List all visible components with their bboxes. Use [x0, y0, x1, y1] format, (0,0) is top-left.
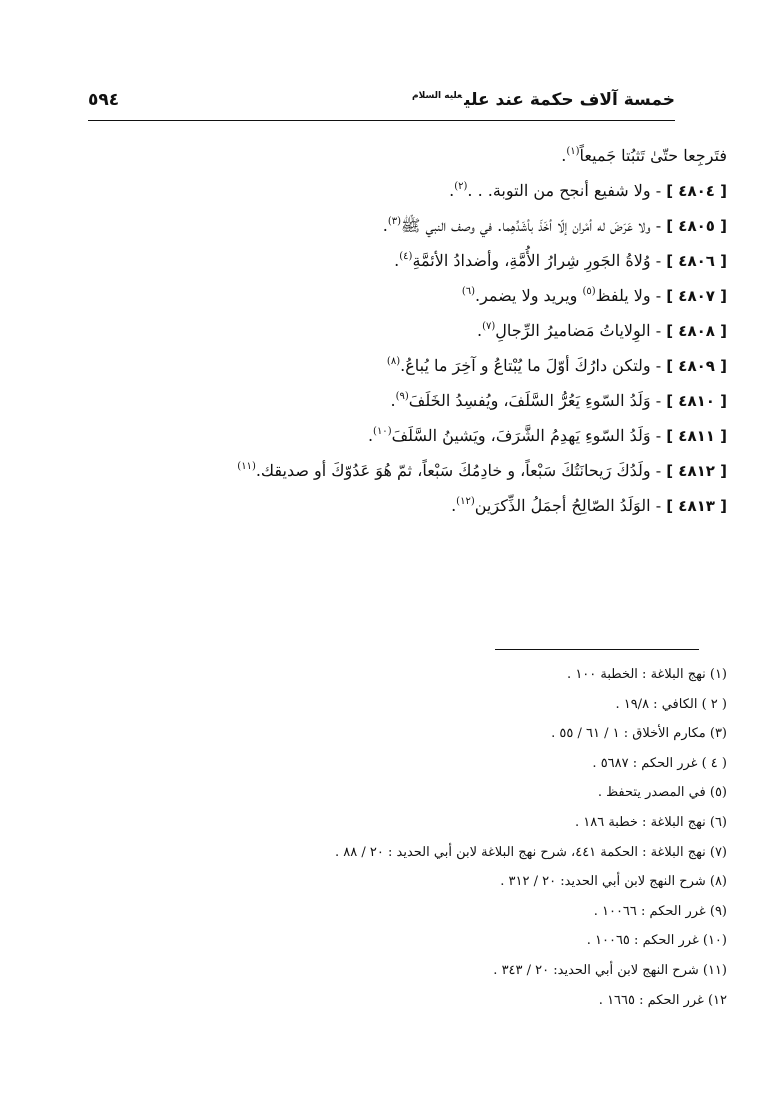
- line-tail: .: [367, 426, 374, 445]
- line-text: - ولا شفيع أنجح من التوبة. . .: [467, 181, 662, 200]
- footnote-mark: (٤): [399, 251, 413, 262]
- footnote: (٣) مكارم الأخلاق : ١ / ٦١ / ٥٥ .: [551, 726, 727, 742]
- running-title-text: خمسة آلاف حكمة عند علي: [464, 90, 675, 110]
- line-tail: .: [561, 146, 567, 165]
- line-text: - ولا عَرَضَ له أمْران إلّا أخَذَ بأشَدِّهِما. في وصف النبي ﷺ: [401, 216, 662, 235]
- line-tail: ويريد ولا يضمر.: [475, 286, 583, 305]
- line-tail: .: [449, 181, 455, 200]
- footnote-mark: (٨): [386, 356, 401, 367]
- footnote: (٦) نهج البلاغة : خطبة ١٨٦ .: [574, 814, 727, 830]
- saying-4807: [127, 282, 727, 317]
- saying-4810: [127, 387, 727, 422]
- saying-number: [ ٤٨٠٤ ]: [666, 182, 727, 200]
- footnote-separator: [495, 649, 699, 650]
- saying-number: [ ٤٨١١ ]: [666, 427, 727, 445]
- saying-number: [ ٤٨٠٦ ]: [666, 252, 727, 270]
- footnote: (١) نهج البلاغة : الخطبة ١٠٠ .: [567, 667, 727, 682]
- saying-4805: [127, 212, 727, 247]
- footnote: (٧) نهج البلاغة : الحكمة ٤٤١، شرح نهج البلاغة لابن أبي الحديد : ٢٠ / ٨٨ .: [335, 844, 727, 860]
- saying-number: [ ٤٨٠٨ ]: [666, 322, 727, 340]
- line-tail: .: [476, 321, 483, 340]
- footnote: (٨) شرح النهج لابن أبي الحديد: ٢٠ / ٣١٢ .: [500, 874, 727, 890]
- footnote: ( ٢ ) الكافي : ١٩/٨ .: [615, 696, 727, 712]
- footnote-mark: (٥): [582, 286, 596, 297]
- footnote-mark: (٢): [454, 181, 468, 192]
- page-header: [88, 86, 675, 120]
- saying-number: [ ٤٨٠٩ ]: [666, 357, 727, 375]
- saying-4808: [127, 317, 727, 352]
- line-text: - ولا يلفظ: [595, 286, 662, 305]
- footnote-mark: (٧): [482, 321, 496, 332]
- footnote-mark: (٣): [387, 216, 402, 227]
- line-text: - ولَدُكَ رَيحانَتُكَ سَبْعاً، و خادِمُكَ سَبْعاً، ثمّ هُوَ عَدُوّكَ أو صديقك.: [255, 461, 662, 480]
- footnote-mark: (١٠): [373, 426, 392, 437]
- line-tail: .: [390, 391, 396, 410]
- text-line: [127, 142, 727, 177]
- footnote: ١٢) غرر الحكم : ١٦٦٥ .: [598, 992, 727, 1008]
- line-text: - الوِلاياتُ مَضاميرُ الرِّجالِ: [495, 321, 662, 340]
- running-title: [412, 90, 675, 110]
- saying-4813: [127, 492, 727, 527]
- footnote: (٥) في المصدر يتحفظ .: [597, 785, 727, 801]
- saying-number: [ ٤٨١٣ ]: [666, 497, 727, 515]
- main-text: [127, 142, 727, 527]
- line-text: فتَرجِعا حتّىٰ تَثبُتا جَميعاً: [579, 146, 727, 165]
- header-rule: [88, 120, 675, 121]
- footnote: (١٠) غرر الحكم : ١٠٠٦٥ .: [586, 933, 727, 949]
- line-text: - الوَلَدُ الصّالِحُ أجمَلُ الذِّكرَين: [474, 496, 662, 515]
- footnote-mark: (١٢): [456, 496, 475, 507]
- footnote: ( ٤ ) غرر الحكم : ٥٦٨٧ .: [592, 755, 727, 771]
- saying-4804: [127, 177, 727, 212]
- line-tail: .: [382, 216, 388, 235]
- footnote: (١١) شرح النهج لابن أبي الحديد: ٢٠ / ٣٤٣ .: [493, 962, 727, 978]
- line-text: - ولتكن دارُكَ أوّلَ ما يُبْتاعُ و آخِرَ ما يُباعُ.: [400, 356, 662, 375]
- footnotes: [87, 666, 727, 1021]
- saying-4806: [127, 247, 727, 282]
- saying-number: [ ٤٨٠٥ ]: [666, 217, 727, 235]
- page-number: ٥٩٤: [88, 90, 120, 110]
- saying-4811: [127, 422, 727, 457]
- footnote-mark: (٩): [395, 391, 409, 402]
- footnote-mark: (١): [566, 146, 580, 157]
- line-text: - وَلَدُ السّوءِ يَعُرُّ السَّلَفَ، ويُفسِدُ الخَلَفَ: [408, 391, 662, 410]
- saying-number: [ ٤٨١٢ ]: [666, 462, 727, 480]
- line-tail: .: [451, 496, 457, 515]
- saying-number: [ ٤٨٠٧ ]: [666, 287, 727, 305]
- saying-number: [ ٤٨١٠ ]: [666, 392, 727, 410]
- footnote: (٩) غرر الحكم : ١٠٠٦٦ .: [593, 903, 727, 919]
- line-tail: .: [394, 251, 400, 270]
- footnote-mark: (٦): [461, 286, 475, 297]
- honorific-mark: عليه السلام: [412, 91, 463, 101]
- saying-4809: [127, 352, 727, 387]
- line-text: - وَلَدُ السّوءِ يَهدِمُ الشَّرَفَ، ويَشينُ السَّلَفَ: [391, 426, 662, 445]
- line-text: - وُلاةُ الجَورِ شِرارُ الأُمَّةِ، وأضدادُ الأئمَّةِ: [412, 251, 662, 270]
- footnote-mark: (١١): [237, 461, 256, 472]
- saying-4812: [127, 457, 727, 492]
